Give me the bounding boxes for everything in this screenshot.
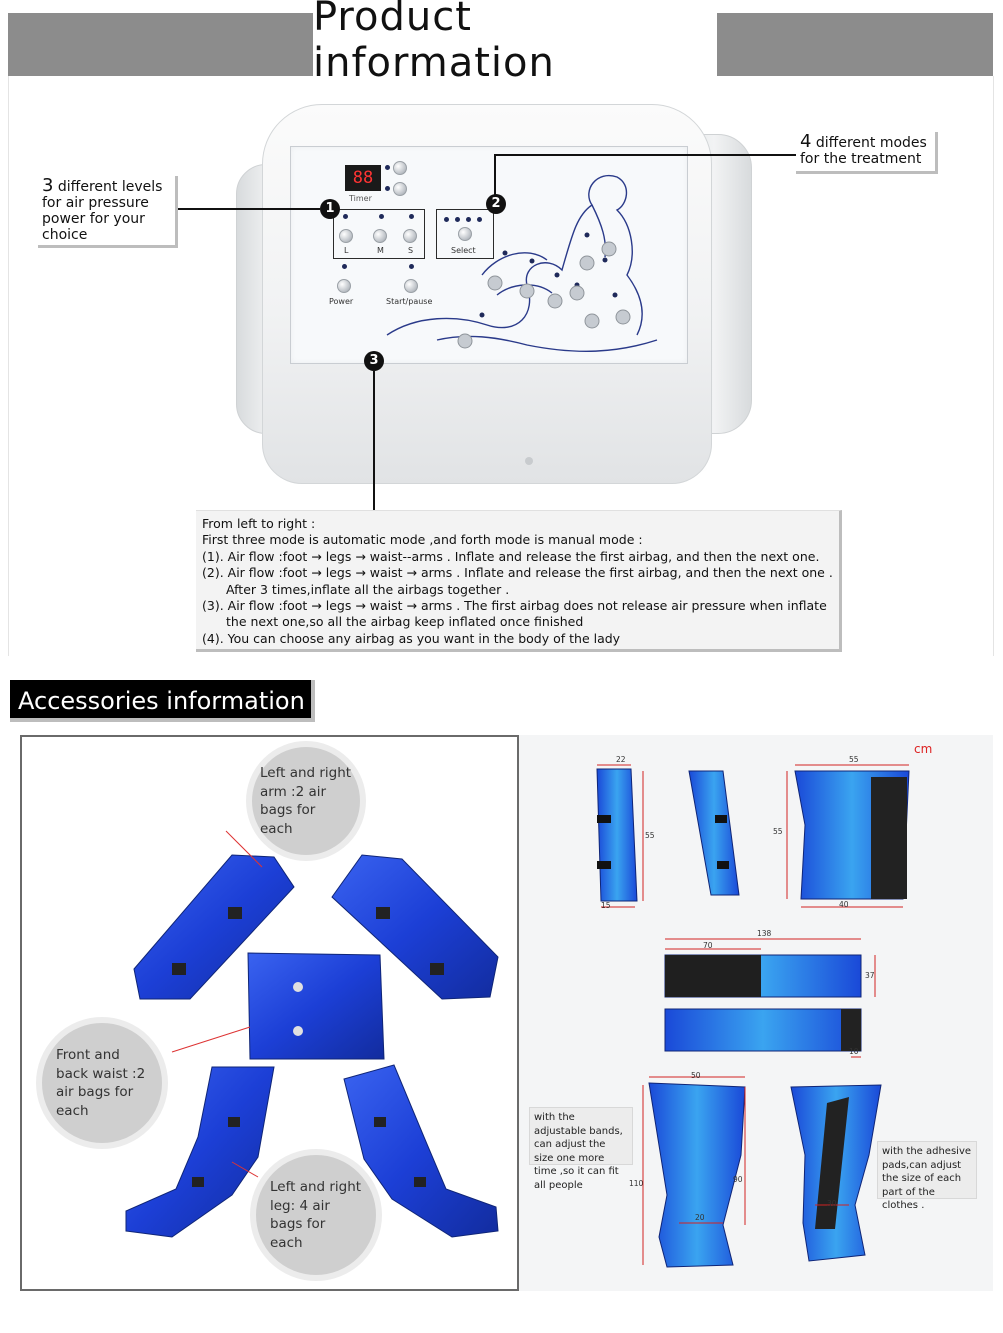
leg-bags-label-circle (250, 1149, 382, 1281)
modes-text-line: (4). You can choose any airbag as you want in the body of the lady (202, 630, 621, 646)
dim-label: 110 (629, 1179, 644, 1188)
dim-label: 30 (827, 1199, 837, 1208)
unit-label: cm (914, 742, 933, 756)
leg-bags-label: Left and right leg: 4 air bags for each (270, 1179, 362, 1251)
callout-number-1: 1 (320, 199, 340, 219)
waist-bags-label: Front and back waist :2 air bags for each (56, 1047, 146, 1119)
dim-label: 70 (703, 941, 713, 950)
callout-number-2: 2 (486, 194, 506, 214)
modes-line: for the treatment (800, 151, 922, 167)
dim-label: 50 (691, 1071, 701, 1080)
adhesive-pads-note: with the adhesive pads,can adjust the size of each part of the clothes . (877, 1141, 977, 1199)
waist-bags-label-circle (36, 1017, 168, 1149)
header-title-box (313, 0, 717, 86)
right-frame-line (993, 76, 994, 656)
levels-line: choice (42, 227, 88, 243)
arm-bags-label: Left and right arm :2 air bags for each (260, 765, 352, 837)
dim-label: 22 (616, 755, 626, 764)
level-l-button[interactable] (339, 229, 353, 243)
dim-label: 10 (849, 1047, 859, 1056)
modes-text-line: (1). Air flow :foot → legs → waist--arms . Inflate and release the first airbag, and then the next one. (202, 548, 820, 564)
control-panel (290, 146, 688, 364)
level-l-label: L (344, 246, 349, 255)
dim-label: 15 (601, 901, 611, 910)
power-indicator-dot (342, 264, 347, 269)
body-outline-illustration (377, 165, 677, 365)
timer-display: 88 (345, 165, 381, 191)
levels-line: for air pressure (42, 195, 149, 211)
modes-text-line: From left to right : (202, 516, 316, 531)
accessories-left-panel (20, 735, 519, 1291)
timer-label: Timer (349, 194, 372, 203)
modes-text-line: After 3 times,inflate all the airbags together . (226, 581, 510, 597)
accessories-title: Accessories information (10, 680, 315, 722)
dim-label: 55 (773, 827, 783, 836)
arm-bags-label-circle (246, 741, 366, 861)
dim-label: 20 (695, 1213, 705, 1222)
indicator-dot (343, 214, 348, 219)
dim-label: 40 (839, 900, 849, 909)
device-vent (525, 457, 533, 465)
levels-text-first: different levels (53, 179, 163, 195)
modes-lead-number: 4 (800, 131, 812, 152)
page-title: Product information (313, 0, 555, 86)
levels-callout (38, 176, 178, 248)
level-m-label: M (377, 246, 384, 255)
modes-leader-line-vertical (494, 154, 496, 196)
modes-callout (796, 132, 938, 174)
levels-line: power for your (42, 211, 145, 227)
dim-label: 37 (865, 971, 875, 980)
third-leader-line (373, 371, 375, 511)
left-frame-line (8, 76, 9, 656)
level-s-label: S (408, 246, 414, 255)
accessories-dimensions-panel (519, 735, 993, 1291)
modes-text-line: (2). Air flow :foot → legs → waist → arms . Inflate and release the first airbag, and then the next one . (202, 565, 833, 581)
dim-label: 90 (733, 1175, 743, 1184)
modes-text-line: First three mode is automatic mode ,and forth mode is manual mode : (202, 532, 643, 548)
dim-label: 55 (645, 831, 655, 840)
power-button[interactable] (337, 279, 351, 293)
modes-description-box (196, 510, 842, 652)
dim-label: 138 (757, 929, 772, 938)
modes-text-line: the next one,so all the airbag keep inflated once finished (226, 614, 584, 630)
modes-leader-line (494, 154, 796, 156)
levels-leader-line (178, 208, 320, 210)
adjustable-bands-note: with the adjustable bands, can adjust the size one more time ,so it can fit all people (529, 1107, 633, 1165)
select-label: Select (451, 246, 476, 255)
power-label: Power (329, 297, 354, 306)
levels-lead-number: 3 (42, 175, 54, 196)
start-pause-label: Start/pause (386, 297, 433, 306)
modes-text-line: (3). Air flow :foot → legs → waist → arms . The first airbag does not release air pressure when inflate (202, 598, 827, 614)
dim-label: 55 (849, 755, 859, 764)
callout-number-3: 3 (364, 351, 384, 371)
modes-text-first: different modes (811, 135, 927, 151)
device-image (232, 104, 752, 496)
